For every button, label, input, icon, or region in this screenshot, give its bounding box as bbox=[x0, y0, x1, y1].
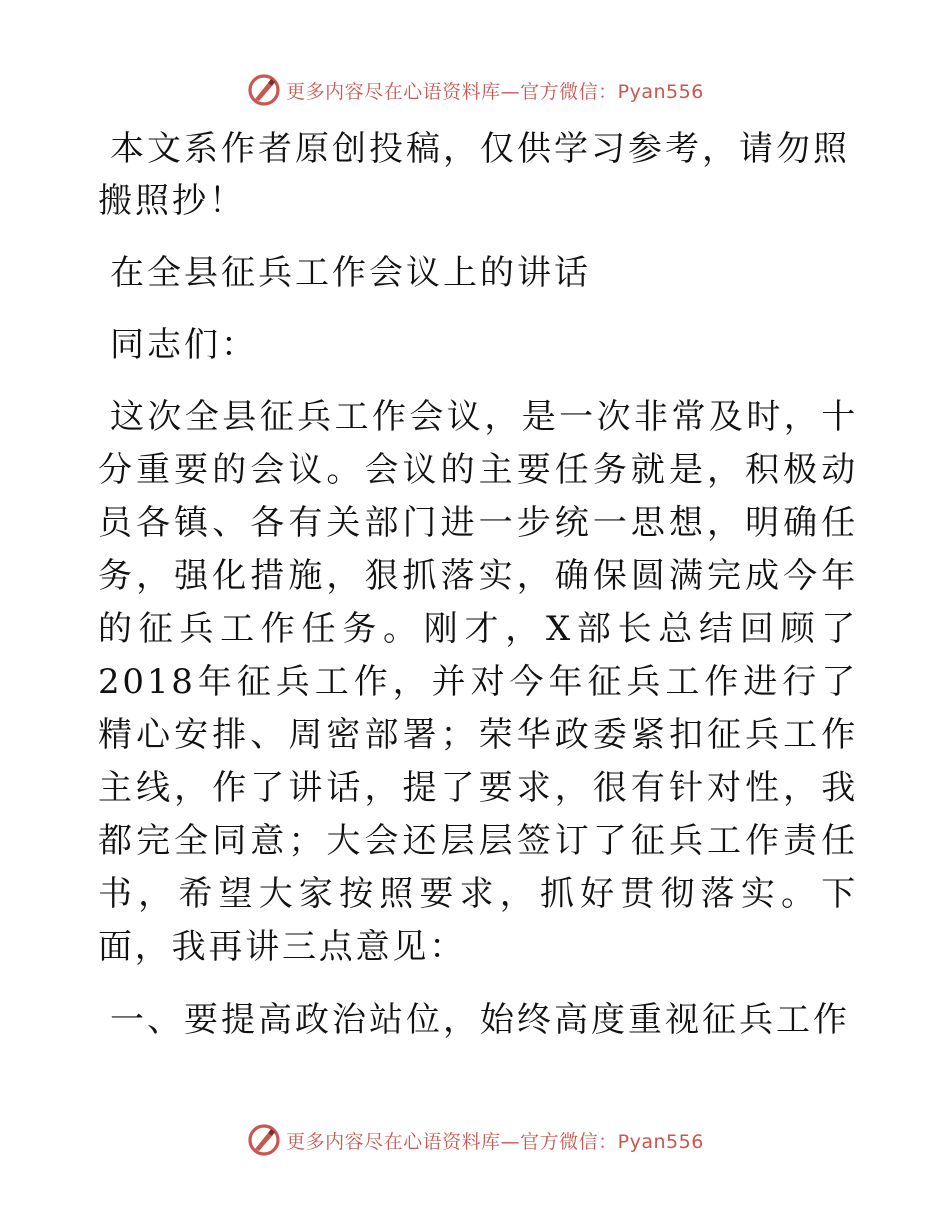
document-body bbox=[98, 123, 858, 1066]
salutation: 同志们： bbox=[110, 325, 258, 365]
footer-watermark bbox=[0, 1120, 950, 1160]
header-watermark bbox=[0, 70, 950, 110]
body-paragraph: 这次全县征兵工作会议，是一次非常及时，十分重要的会议。会议的主要任务就是，积极动员各镇、各有关部门进一步统一思想，明确任务，强化措施，狠抓落实，确保圆满完成今年的征兵工作任务。刚才，X部长总结回顾了2018年征兵工作，并对今年征兵工作进行了精心安排、周密部署；荣华政委紧扣征兵工作主线，作了讲话，提了要求，很有针对性，我都完全同意；大会还层层签订了征兵工作责任书，希望大家按照要求，抓好贯彻落实。下面，我再讲三点意见： bbox=[98, 397, 858, 967]
watermark-text: 更多内容尽在心语资料库—官方微信：Pyan556 bbox=[286, 1130, 704, 1153]
speech-title: 在全县征兵工作会议上的讲话 bbox=[110, 253, 591, 293]
watermark-text: 更多内容尽在心语资料库—官方微信：Pyan556 bbox=[286, 80, 704, 103]
copyright-notice: 本文系作者原创投稿，仅供学习参考，请勿照搬照抄！ bbox=[98, 129, 850, 221]
pen-in-circle-logo-icon bbox=[246, 72, 282, 108]
pen-in-circle-logo-icon bbox=[246, 1122, 282, 1158]
section-heading: 一、要提高政治站位，始终高度重视征兵工作 bbox=[110, 1000, 850, 1040]
